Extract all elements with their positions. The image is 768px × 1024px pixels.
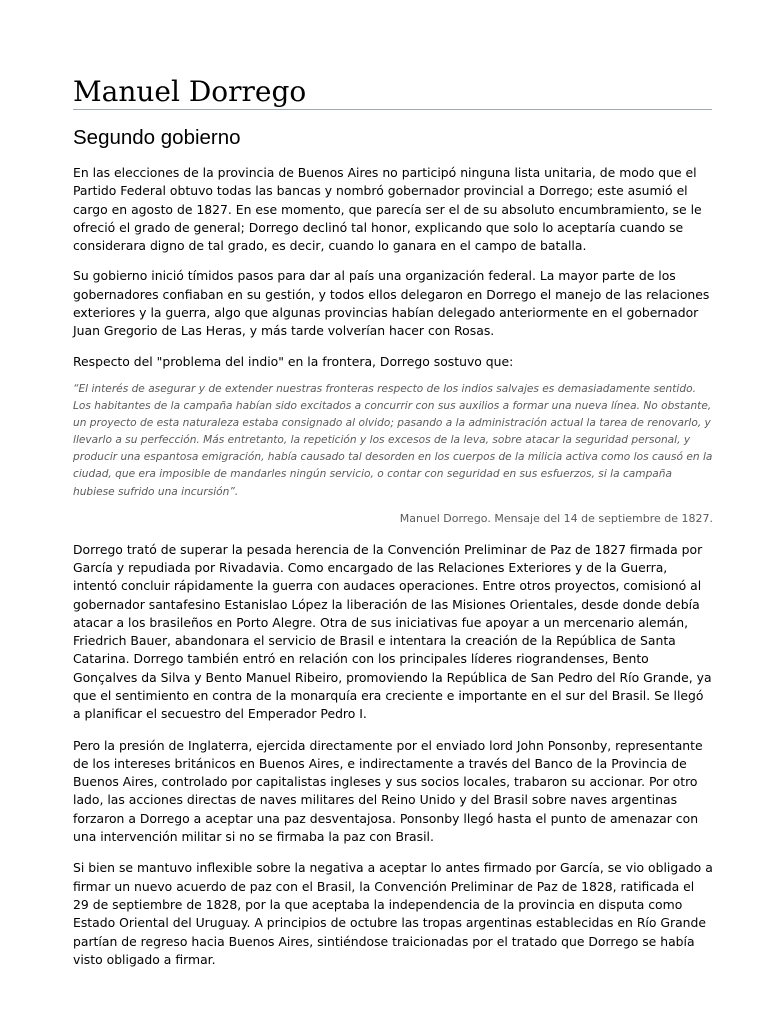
paragraph-5: Pero la presión de Inglaterra, ejercida directamente por el enviado lord John Ponsonby, representante de los intereses británicos en Buenos Aires, e indirectamente a través del Banco de la Provincia de Buenos Aires, controlado por capitalistas ingleses y sus socios locales, trabaron su accionar. Por otro lado, las acciones directas de naves militares del Reino Unido y del Brasil sobre naves argentinas forzaron a Dorrego a aceptar una paz desventajosa. Ponsonby llegó hasta el punto de amenazar con una intervención militar si no se firmaba la paz con Brasil. xyxy=(73,737,703,845)
section-heading: Segundo gobierno xyxy=(73,126,241,149)
article xyxy=(73,76,713,969)
quote-attribution: Manuel Dorrego. Mensaje del 14 de septiembre de 1827. xyxy=(399,511,713,525)
paragraph-2: Su gobierno inició tímidos pasos para dar al país una organización federal. La mayor parte de los gobernadores confiaban en su gestión, y todos ellos delegaron en Dorrego el manejo de las relaciones exteriores y la guerra, algo que algunas provincias habían delegado anteriormente en el gobernador Juan Gregorio de Las Heras, y más tarde volverían hacer con Rosas. xyxy=(73,268,710,339)
paragraph-3: Respecto del "problema del indio" en la frontera, Dorrego sostuvo que: xyxy=(73,353,514,369)
page-title: Manuel Dorrego xyxy=(73,76,712,110)
paragraph-1: En las elecciones de la provincia de Buenos Aires no participó ninguna lista unitaria, de modo que el Partido Federal obtuvo todas las bancas y nombró gobernador provincial a Dorrego; este asumió el cargo en agosto de 1827. En ese momento, que parecía ser el de su absoluto encumbramiento, se le ofreció el grado de general; Dorrego declinó tal honor, explicando que solo lo aceptaría cuando se considerara digno de tal grado, es decir, cuando lo ganara en el campo de batalla. xyxy=(73,165,702,254)
block-quote: “El interés de asegurar y de extender nuestras fronteras respecto de los indios salvajes es demasiadamente sentido. Los habitantes de la campaña habían sido excitados a concurrir con sus auxilios a formar una nueva línea. No obstante, un proyecto de esta naturaleza estaba consignado al olvido; pasando a la administración actual la tarea de renovarlo, y llevarlo a su perfección. Más entretanto, la repetición y los excesos de la leva, sobre atacar la seguridad personal, y producir una espantosa emigración, había causado tal desorden en los cuerpos de la milicia activa como los causó en la ciudad, que era imposible de mandarles ningún servicio, o contar con seguridad en sus esfuerzos, si la campaña hubiese sufrido una incursión”. xyxy=(73,382,713,498)
paragraph-4: Dorrego trató de superar la pesada herencia de la Convención Preliminar de Paz de 1827 firmada por García y repudiada por Rivadavia. Como encargado de las Relaciones Exteriores y de la Guerra, intentó concluir rápidamente la guerra con audaces operaciones. Entre otros proyectos, comisionó al gobernador santafesino Estanislao López la liberación de las Misiones Orientales, desde donde debía atacar a los brasileños en Porto Alegre. Otra de sus iniciativas fue apoyar a un mercenario alemán, Friedrich Bauer, abandonara el servicio de Brasil e intentara la creación de la República de Santa Catarina. Dorrego también entró en relación con los principales líderes riograndenses, Bento Gonçalves da Silva y Bento Manuel Ribeiro, promoviendo la República de San Pedro del Río Grande, ya que el sentimiento en contra de la monarquía era creciente e importante en el sur del Brasil. Se llegó a planificar el secuestro del Emperador Pedro I. xyxy=(73,541,712,722)
paragraph-6: Si bien se mantuvo inflexible sobre la negativa a aceptar lo antes firmado por García, se vio obligado a firmar un nuevo acuerdo de paz con el Brasil, la Convención Preliminar de Paz de 1828, ratificada el 29 de septiembre de 1828, por la que aceptaba la independencia de la provincia en disputa como Estado Oriental del Uruguay. A principios de octubre las tropas argentinas establecidas en Río Grande partían de regreso hacia Buenos Aires, sintiéndose traicionadas por el tratado que Dorrego se había visto obligado a firmar. xyxy=(73,860,713,967)
